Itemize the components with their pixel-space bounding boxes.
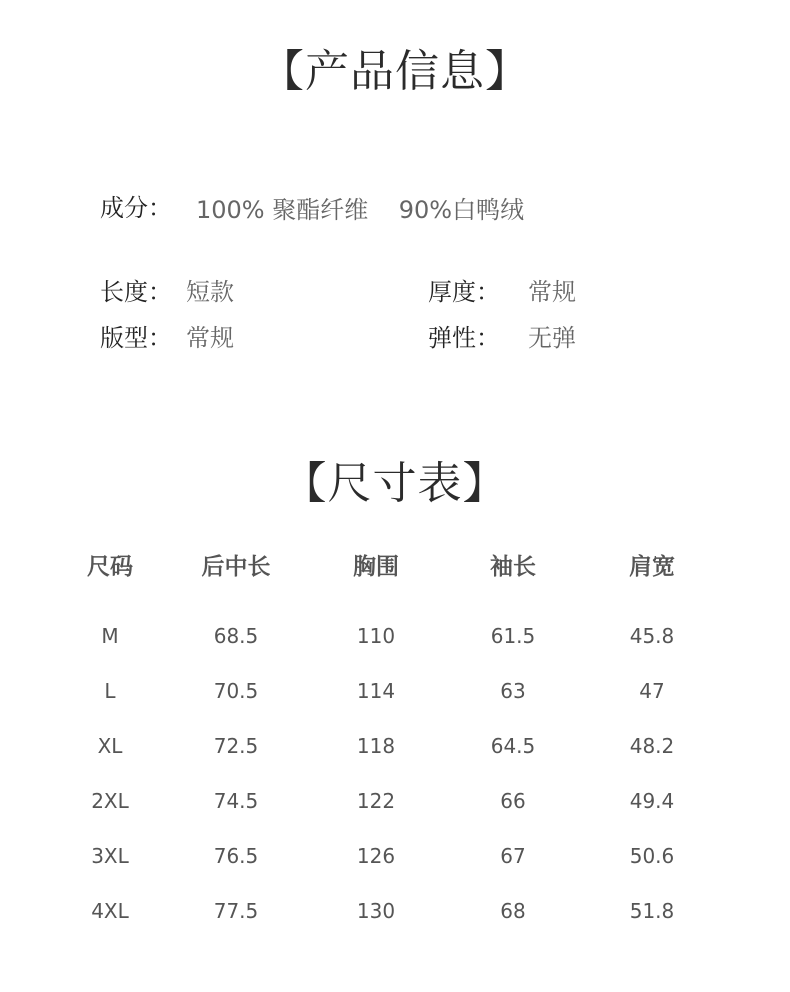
cell-chest: 126 [356, 844, 396, 868]
cell-shoulder-width: 48.2 [629, 734, 675, 758]
cell-back-length: 77.5 [213, 899, 259, 923]
cell-size: M [101, 624, 119, 648]
cell-sleeve-length: 63 [500, 679, 526, 703]
cell-size: 3XL [91, 844, 129, 868]
cell-back-length: 74.5 [213, 789, 259, 813]
cell-back-length: 76.5 [213, 844, 259, 868]
fit-value: 常规 [186, 324, 234, 352]
cell-shoulder-width: 50.6 [629, 844, 675, 868]
cell-shoulder-width: 51.8 [629, 899, 675, 923]
header-shoulder-width: 肩宽 [629, 554, 675, 580]
thickness-label: 厚度： [428, 278, 500, 306]
cell-back-length: 70.5 [213, 679, 259, 703]
cell-size: 2XL [91, 789, 129, 813]
composition-value: 100% 聚酯纤维 90%白鸭绒 [196, 196, 525, 224]
header-sleeve-length: 袖长 [490, 554, 536, 580]
elasticity-label: 弹性： [428, 324, 500, 352]
cell-shoulder-width: 45.8 [629, 624, 675, 648]
composition-label: 成分： [100, 194, 172, 222]
elasticity-value: 无弹 [528, 324, 576, 352]
cell-sleeve-length: 66 [500, 789, 526, 813]
cell-size: XL [97, 734, 123, 758]
thickness-value: 常规 [528, 278, 576, 306]
cell-chest: 114 [356, 679, 396, 703]
header-back-length: 后中长 [201, 554, 271, 580]
header-chest: 胸围 [353, 554, 399, 580]
cell-sleeve-length: 61.5 [490, 624, 536, 648]
cell-sleeve-length: 64.5 [490, 734, 536, 758]
cell-sleeve-length: 68 [500, 899, 526, 923]
length-label: 长度： [100, 278, 172, 306]
header-size: 尺码 [87, 554, 133, 580]
cell-size: L [104, 679, 116, 703]
length-value: 短款 [186, 278, 234, 306]
size-chart-title: 【尺寸表】 [282, 458, 508, 509]
cell-shoulder-width: 49.4 [629, 789, 675, 813]
cell-chest: 110 [356, 624, 396, 648]
product-info-title: 【产品信息】 [260, 46, 530, 97]
cell-shoulder-width: 47 [639, 679, 665, 703]
cell-back-length: 72.5 [213, 734, 259, 758]
fit-label: 版型： [100, 324, 172, 352]
cell-sleeve-length: 67 [500, 844, 526, 868]
cell-chest: 122 [356, 789, 396, 813]
cell-back-length: 68.5 [213, 624, 259, 648]
cell-chest: 130 [356, 899, 396, 923]
cell-size: 4XL [91, 899, 129, 923]
cell-chest: 118 [356, 734, 396, 758]
